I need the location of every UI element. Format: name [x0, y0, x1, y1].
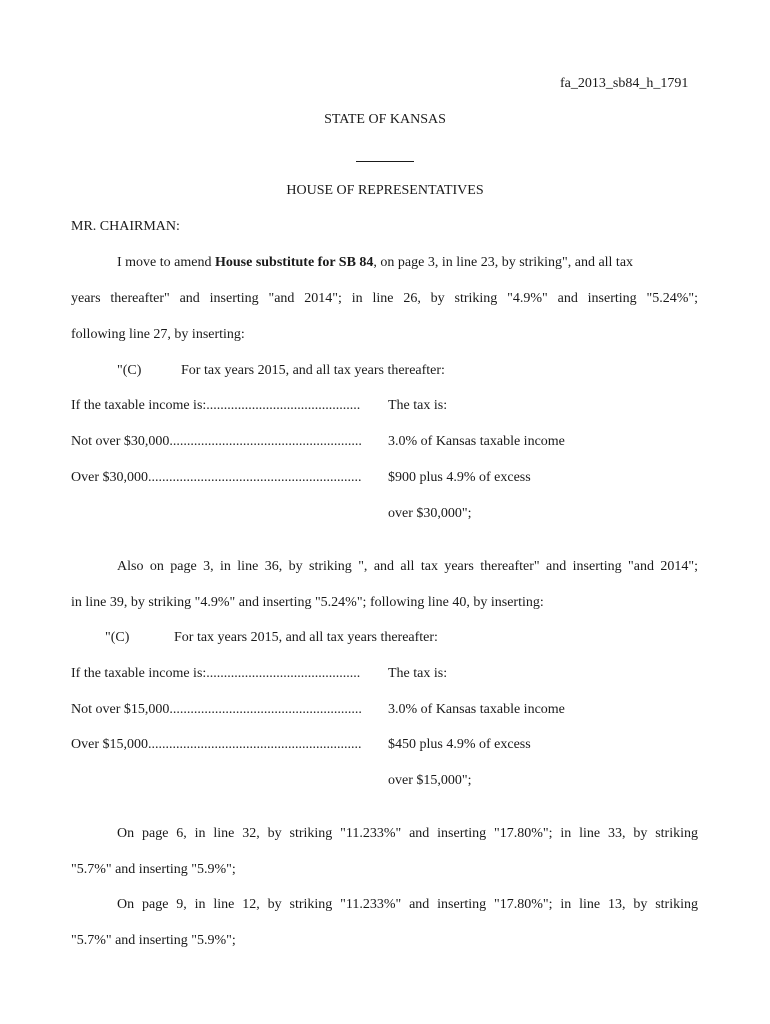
paragraph-3-line-1: On page 6, in line 32, by striking "11.233%" and inserting "17.80%"; in line 33, by striking: [117, 826, 698, 841]
p1-text-b: , on page 3, in line 23, by striking", and all tax: [373, 255, 634, 270]
block-1-row-value: $900 plus 4.9% of excess: [388, 470, 531, 485]
paragraph-2-line-2: in line 39, by striking "4.9%" and inserting "5.24%"; following line 40, by inserting:: [71, 595, 544, 610]
paragraph-4-line-2: "5.7%" and inserting "5.9%";: [71, 933, 236, 948]
block-1-heading: For tax years 2015, and all tax years thereafter:: [181, 363, 445, 378]
chamber-heading: HOUSE OF REPRESENTATIVES: [286, 183, 484, 198]
block-2-row-label: If the taxable income is:............................................: [71, 666, 361, 681]
state-heading: STATE OF KANSAS: [324, 112, 446, 127]
block-1-row-label: If the taxable income is:............................................: [71, 398, 361, 413]
block-2-row-value: 3.0% of Kansas taxable income: [388, 702, 565, 717]
block-1-continuation: over $30,000";: [388, 506, 472, 521]
block-2-row-label: Not over $15,000.......................................................: [71, 702, 362, 717]
block-2-row-label: Over $15,000.............................................................: [71, 737, 362, 752]
block-2-row-value: The tax is:: [388, 666, 448, 681]
salutation: MR. CHAIRMAN:: [71, 219, 180, 234]
block-2-marker: "(C): [105, 630, 130, 645]
block-2-heading: For tax years 2015, and all tax years thereafter:: [174, 630, 438, 645]
block-2-row-value: $450 plus 4.9% of excess: [388, 737, 531, 752]
paragraph-1-line-2: years thereafter" and inserting "and 2014"; in line 26, by striking "4.9%" and inserting "5.24%";: [71, 291, 698, 306]
document-id: fa_2013_sb84_h_1791: [560, 76, 689, 91]
paragraph-2-line-1: Also on page 3, in line 36, by striking ", and all tax years thereafter" and inserting "and 2014";: [117, 559, 698, 574]
block-1-row-label: Over $30,000.............................................................: [71, 470, 362, 485]
block-2-continuation: over $15,000";: [388, 773, 472, 788]
block-1-row-value: The tax is:: [388, 398, 448, 413]
paragraph-1-line-1: [117, 254, 698, 272]
bill-name: House substitute for SB 84: [214, 255, 374, 270]
block-1-row-label: Not over $30,000.......................................................: [71, 434, 362, 449]
p1-text-a: I move to amend: [117, 255, 215, 270]
heading-divider: [356, 161, 414, 162]
block-1-row-value: 3.0% of Kansas taxable income: [388, 434, 565, 449]
block-1-marker: "(C): [117, 363, 142, 378]
paragraph-3-line-2: "5.7%" and inserting "5.9%";: [71, 862, 236, 877]
paragraph-1-line-3: following line 27, by inserting:: [71, 327, 245, 342]
paragraph-4-line-1: On page 9, in line 12, by striking "11.233%" and inserting "17.80%"; in line 13, by striking: [117, 897, 698, 912]
